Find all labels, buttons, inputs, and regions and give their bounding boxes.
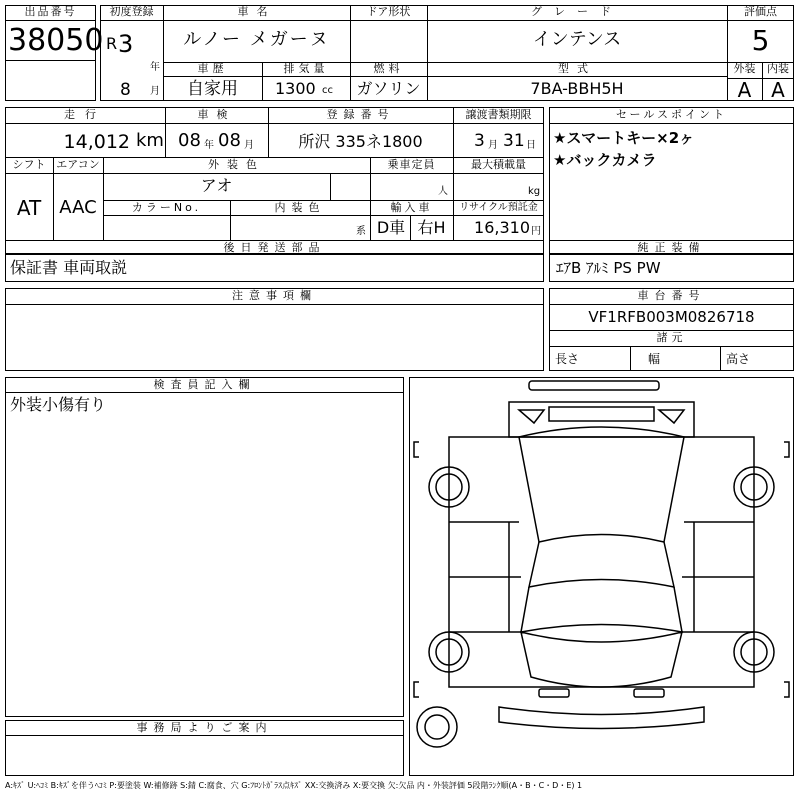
exterior-grade-value: A bbox=[737, 78, 752, 102]
first-reg-month-unit: 月 bbox=[150, 86, 160, 97]
shift-value: AT bbox=[16, 196, 42, 220]
car-name: ルノー メガーヌ bbox=[183, 29, 330, 50]
inspection-label: 車検 bbox=[197, 108, 236, 121]
import-label: 輸入車 bbox=[390, 201, 433, 214]
mileage-unit: km bbox=[136, 130, 164, 151]
transfer-month-unit: 月 bbox=[488, 140, 498, 151]
notes-label: 注意事項欄 bbox=[232, 289, 317, 302]
office-label: 事務局よりご案内 bbox=[136, 721, 273, 734]
first-reg-era: R bbox=[106, 34, 118, 53]
inspector-label: 検査員記入欄 bbox=[153, 378, 256, 391]
chassis-label: 車台番号 bbox=[637, 289, 706, 302]
shift-label: シフト bbox=[12, 158, 46, 171]
car-name-label: 車名 bbox=[237, 5, 276, 18]
aircon-value: AAC bbox=[59, 197, 97, 218]
ext-color-value: アオ bbox=[200, 176, 233, 195]
transfer-deadline-label: 譲渡書類期限 bbox=[465, 108, 532, 121]
inspection-year-unit: 年 bbox=[204, 140, 214, 151]
recycle-value: 16,310 bbox=[474, 218, 530, 237]
reg-number-value: 所沢 335ネ1800 bbox=[298, 132, 423, 151]
exterior-grade-label: 外装 bbox=[733, 62, 756, 75]
displacement-value: 1300 bbox=[275, 79, 316, 98]
selling-points-label: セールスポイント bbox=[615, 108, 727, 121]
car-diagram bbox=[409, 377, 794, 776]
spec-length: 長さ bbox=[555, 352, 580, 366]
color-no-label: カラーNo. bbox=[131, 201, 202, 214]
capacity-label: 乗車定員 bbox=[387, 158, 436, 171]
first-reg-month: 8 bbox=[120, 80, 131, 100]
door-label: ドア形状 bbox=[366, 5, 411, 18]
reg-number-label: 登録番号 bbox=[326, 108, 395, 121]
grade-label: グレード bbox=[531, 5, 623, 18]
int-color-label: 内装色 bbox=[274, 201, 326, 214]
inspector-box bbox=[5, 377, 404, 717]
recycle-label: リサイクル預託金 bbox=[459, 202, 538, 213]
history-value: 自家用 bbox=[187, 79, 238, 99]
selling-point-1: ★スマートキー×2ヶ bbox=[553, 129, 695, 147]
max-load-unit: kg bbox=[528, 186, 541, 197]
inspection-month: 08 bbox=[218, 130, 241, 151]
fuel-value: ガソリン bbox=[356, 79, 421, 98]
selling-point-2: ★バックカメラ bbox=[553, 151, 657, 169]
ext-color-label: 外装色 bbox=[208, 158, 265, 171]
model-value: 7BA-BBH5H bbox=[530, 79, 624, 98]
chassis-value: VF1RFB003M0826718 bbox=[588, 308, 755, 326]
score-value: 5 bbox=[751, 24, 770, 57]
aircon-label: エアコン bbox=[56, 158, 100, 171]
inspection-month-unit: 月 bbox=[244, 140, 254, 151]
import-value: D車 bbox=[376, 218, 406, 237]
history-label: 車歴 bbox=[197, 62, 228, 75]
specs-label: 諸元 bbox=[656, 331, 687, 344]
spec-width: 幅 bbox=[648, 352, 661, 366]
lot-number: 38050 bbox=[8, 23, 104, 58]
grade-value: インテンス bbox=[532, 29, 622, 50]
displacement-unit: cc bbox=[322, 85, 333, 96]
transfer-month: 3 bbox=[474, 131, 485, 151]
import-side: 右H bbox=[417, 218, 446, 237]
max-load-label: 最大積載量 bbox=[471, 158, 526, 171]
interior-grade-label: 内装 bbox=[767, 62, 789, 75]
int-color-suffix: 系 bbox=[356, 226, 366, 237]
recycle-unit: 円 bbox=[531, 226, 541, 237]
spec-height: 高さ bbox=[726, 352, 751, 366]
later-parts-label: 後日発送部品 bbox=[223, 241, 326, 254]
later-parts-value: 保証書 車両取説 bbox=[10, 258, 128, 277]
transfer-day: 31 bbox=[503, 131, 525, 151]
equipment-label: 純正装備 bbox=[637, 241, 706, 254]
fuel-label: 燃料 bbox=[373, 62, 404, 75]
transfer-day-unit: 日 bbox=[526, 140, 536, 151]
model-label: 型式 bbox=[558, 62, 596, 75]
first-reg-year: 3 bbox=[118, 30, 134, 58]
displacement-label: 排気量 bbox=[283, 62, 329, 75]
mileage-value: 14,012 bbox=[63, 131, 130, 153]
inspection-year: 08 bbox=[178, 130, 201, 151]
first-reg-year-unit: 年 bbox=[150, 62, 160, 73]
first-reg-label: 初度登録 bbox=[109, 5, 154, 18]
capacity-unit: 人 bbox=[438, 186, 448, 197]
inspector-value: 外装小傷有り bbox=[10, 395, 107, 414]
lot-label: 出品番号 bbox=[24, 5, 77, 18]
mileage-label: 走行 bbox=[64, 108, 106, 121]
score-label: 評価点 bbox=[744, 5, 777, 18]
legend: A:ｷｽﾞ U:ﾍｺﾐ B:ｷｽﾞを伴うﾍｺﾐ P:要塗装 W:補修跡 S:錆 C:腐食、穴 G:ﾌﾛﾝﾄｶﾞﾗｽ点ｷｽﾞ XX:交換済み X:要交換 欠:欠品 内・外装評価 5段階ﾗﾝｸ順(A・B・C・D・E) 1 bbox=[5, 781, 583, 790]
equipment-value: ｴｱB ｱﾙﾐ PS PW bbox=[556, 259, 661, 277]
interior-grade-value: A bbox=[771, 78, 785, 102]
